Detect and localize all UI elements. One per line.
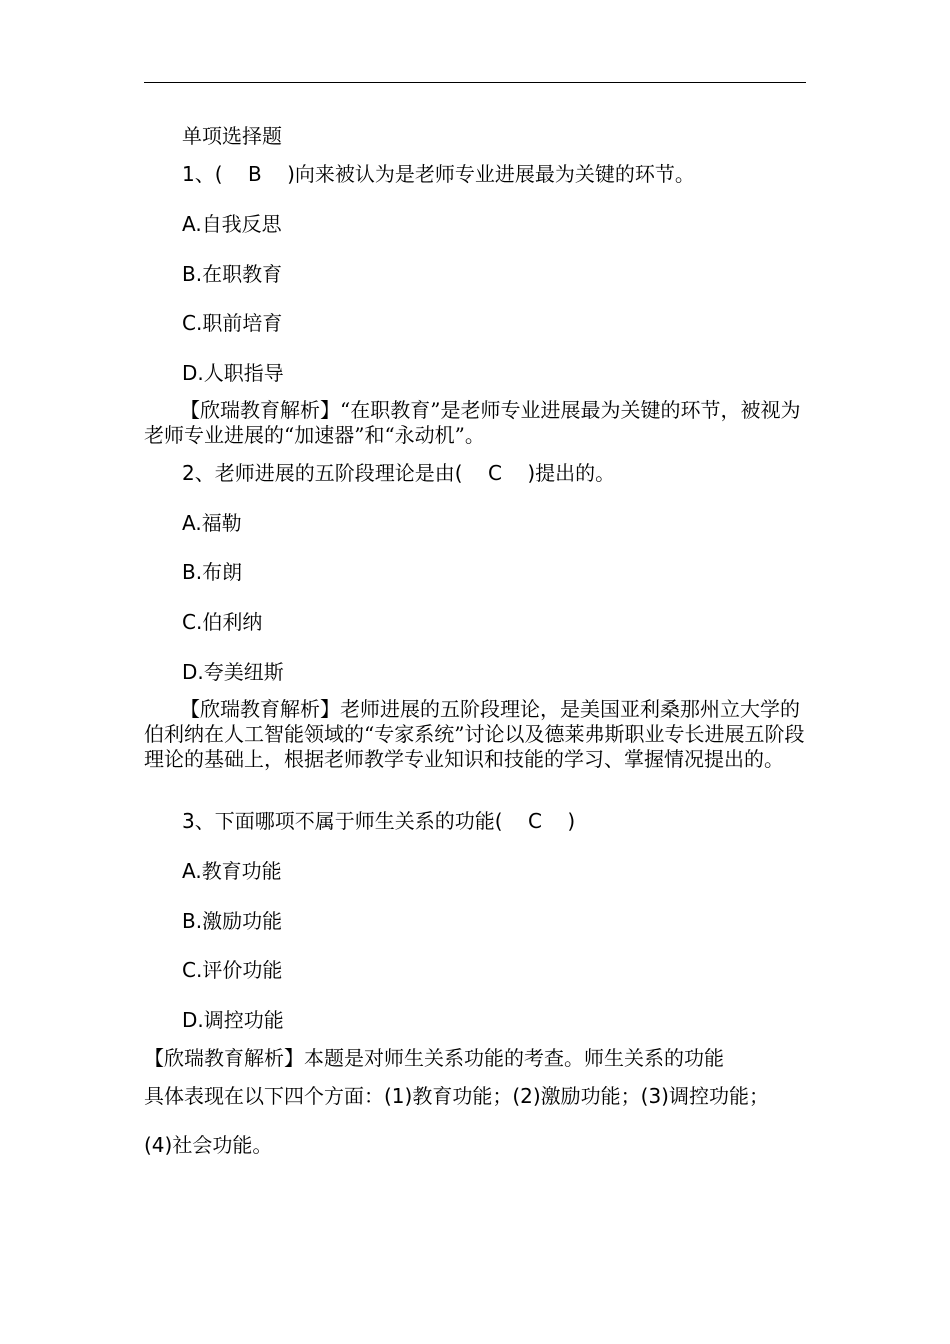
header-rule [144, 82, 806, 83]
question-1-option-a: A.自我反思 [182, 212, 282, 236]
question-1-option-b: B.在职教育 [182, 262, 283, 286]
question-1-analysis: 【欣瑞教育解析】“在职教育”是老师专业进展最为关键的环节，被视为老师专业进展的“加速器”和“永动机”。 [144, 398, 801, 447]
question-2-option-b: B.布朗 [182, 560, 243, 584]
question-3-option-a: A.教育功能 [182, 859, 282, 883]
section-title: 单项选择题 [182, 124, 282, 148]
question-2-stem: 2、老师进展的五阶段理论是由( C )提出的。 [182, 461, 616, 485]
question-2-option-d: D.夸美纽斯 [182, 660, 284, 684]
question-2-option-c: C.伯利纳 [182, 610, 263, 634]
question-3-stem: 3、下面哪项不属于师生关系的功能( C ) [182, 809, 576, 833]
question-3-option-b: B.激励功能 [182, 909, 283, 933]
question-1-option-c: C.职前培育 [182, 311, 283, 335]
question-3-option-d: D.调控功能 [182, 1008, 284, 1032]
question-3-analysis-line-1: 【欣瑞教育解析】本题是对师生关系功能的考查。师生关系的功能 [144, 1046, 724, 1070]
question-1-option-d: D.人职指导 [182, 361, 284, 385]
question-2-analysis: 【欣瑞教育解析】老师进展的五阶段理论，是美国亚利桑那州立大学的伯利纳在人工智能领域的“专家系统”讨论以及德莱弗斯职业专长进展五阶段理论的基础上，根据老师教学专业知识和技能的学习、掌握情况提出的。 [144, 697, 805, 771]
question-1-stem: 1、( B )向来被认为是老师专业进展最为关键的环节。 [182, 162, 695, 186]
question-3-analysis-line-3: (4)社会功能。 [144, 1133, 273, 1157]
question-3-option-c: C.评价功能 [182, 958, 283, 982]
question-3-analysis-line-2: 具体表现在以下四个方面：(1)教育功能；(2)激励功能；(3)调控功能； [144, 1084, 769, 1108]
question-2-option-a: A.福勒 [182, 511, 242, 535]
